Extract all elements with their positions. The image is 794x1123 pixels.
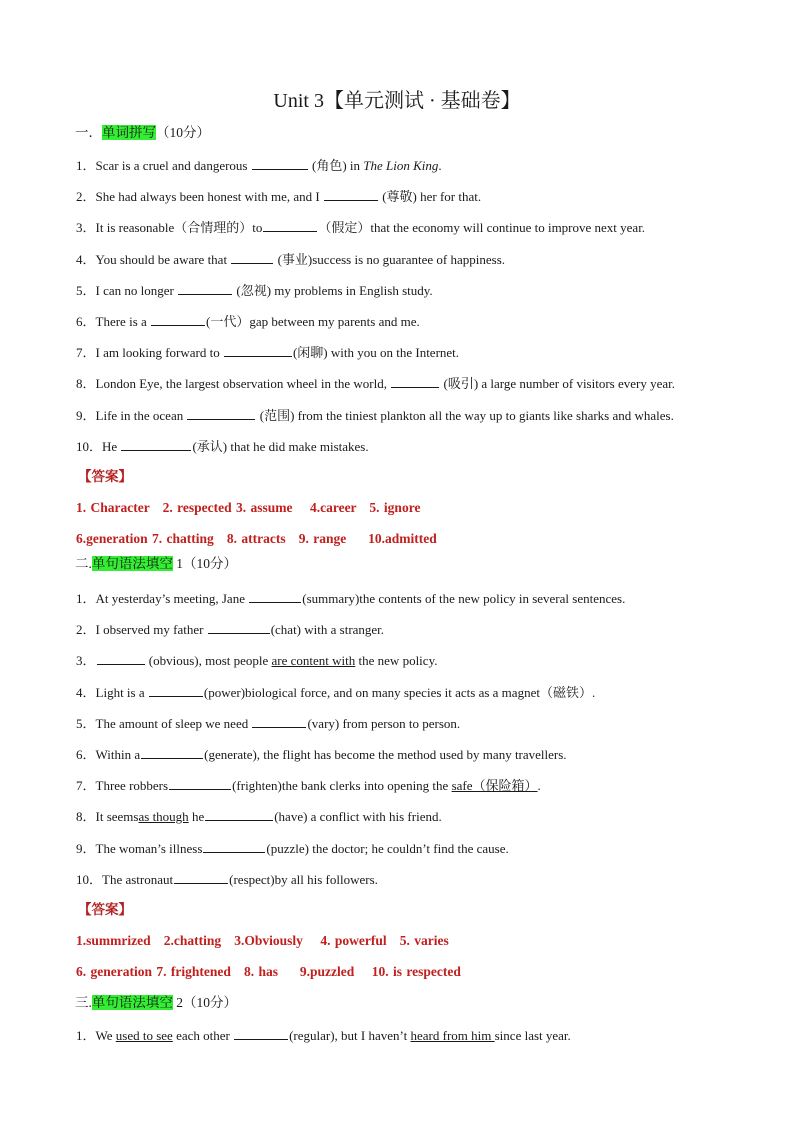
question-text: I can no longer	[95, 283, 174, 298]
question-text: 6．	[76, 747, 96, 762]
question-text: (puzzle) the doctor; he couldn’t find the cause.	[266, 841, 509, 856]
question-text: (吸引) a large number of visitors every year.	[443, 376, 676, 391]
question-text: 7．	[76, 778, 96, 793]
question-text: Three robbers	[95, 778, 169, 793]
question-text: 6．	[76, 314, 96, 329]
question-text: .	[438, 158, 442, 173]
question-text: 2．	[76, 622, 96, 637]
answer-blank[interactable]	[141, 745, 203, 759]
question-text: (忽视) my problems in English study.	[236, 283, 433, 298]
answer-blank[interactable]	[252, 714, 306, 728]
question-row	[76, 620, 384, 639]
question-text: At yesterday’s meeting, Jane	[95, 591, 245, 606]
question-text: Light is a	[95, 685, 145, 700]
question-text: are content with	[271, 653, 356, 668]
question-text: (闲聊) with you on the Internet.	[292, 345, 460, 360]
section-name: 单句语法填空	[91, 995, 173, 1010]
question-text: 9．	[76, 408, 96, 423]
answer-blank[interactable]	[263, 218, 317, 232]
answer-key-line: 6.generation 7. chatting 8. attracts 9. range 10.admitted	[76, 531, 437, 546]
question-text: 2．	[76, 189, 96, 204]
question-text: 1．	[76, 591, 96, 606]
question-row	[76, 374, 675, 393]
answer-label: 【答案】	[78, 469, 132, 484]
question-text: he	[188, 809, 205, 824]
question-text: (summary)the contents of the new policy in several sentences.	[302, 591, 626, 606]
answer-blank[interactable]	[169, 776, 231, 790]
question-text: .	[537, 778, 541, 793]
question-text: (have) a conflict with his friend.	[274, 809, 442, 824]
answer-blank[interactable]	[252, 156, 308, 170]
answer-blank[interactable]	[249, 589, 301, 603]
question-text: (一代）gap between my parents and me.	[206, 314, 420, 329]
answer-blank[interactable]	[205, 807, 273, 821]
question-text: There is a	[95, 314, 147, 329]
question-text: Scar is a cruel and dangerous	[95, 158, 248, 173]
answer-blank[interactable]	[151, 312, 205, 326]
question-row	[76, 807, 442, 826]
answer-key-line: 1. Character 2. respected 3. assume 4.career 5. ignore	[76, 500, 421, 515]
section-name: 单词拼写	[102, 125, 156, 140]
question-text: (obvious), most people	[148, 653, 272, 668]
page-title: Unit 3【单元测试 · 基础卷】	[273, 90, 521, 112]
answer-blank[interactable]	[203, 839, 265, 853]
question-text: The woman’s illness	[95, 841, 203, 856]
question-row	[76, 745, 567, 764]
answer-key-line: 1.summrized 2.chatting 3.Obviously 4. powerful 5. varies	[76, 933, 449, 948]
question-text: 5．	[76, 716, 96, 731]
question-row	[76, 250, 505, 269]
question-row	[76, 218, 645, 237]
question-text: The astronaut	[102, 872, 174, 887]
question-row	[76, 281, 433, 300]
question-text: (regular), but I haven’t	[289, 1028, 411, 1043]
question-text: (respect)by all his followers.	[229, 872, 378, 887]
question-text: safe（保险箱）	[451, 778, 538, 793]
question-text: It seems	[95, 809, 139, 824]
question-text: as though	[138, 809, 189, 824]
question-row	[76, 683, 595, 702]
question-row	[76, 156, 442, 175]
answer-blank[interactable]	[174, 870, 228, 884]
question-text: He	[102, 439, 118, 454]
question-row	[76, 1026, 571, 1045]
answer-blank[interactable]	[149, 683, 203, 697]
question-row	[76, 312, 420, 331]
question-text: 9．	[76, 841, 96, 856]
question-text: 1．	[76, 1028, 96, 1043]
question-text: I am looking forward to	[95, 345, 220, 360]
answer-blank[interactable]	[187, 406, 255, 420]
question-text: It is reasonable（合情理的）to	[95, 220, 263, 235]
answer-blank[interactable]	[208, 620, 270, 634]
question-row	[76, 187, 481, 206]
question-text: since last year.	[494, 1028, 571, 1043]
question-text: used to see	[115, 1028, 173, 1043]
question-text: Life in the ocean	[95, 408, 184, 423]
question-text: (frighten)the bank clerks into opening the	[232, 778, 452, 793]
section-points: （10分）	[156, 125, 210, 140]
question-row	[76, 839, 509, 858]
question-row	[76, 343, 459, 362]
question-text: London Eye, the largest observation wheel in the world,	[95, 376, 387, 391]
answer-key-line: 6. generation 7. frightened 8. has 9.puzzled 10. is respected	[76, 964, 461, 979]
answer-blank[interactable]	[178, 281, 232, 295]
question-text: 5．	[76, 283, 96, 298]
question-text: 10．	[76, 872, 103, 887]
question-text: We	[95, 1028, 116, 1043]
question-text: (power)biological force, and on many species it acts as a magnet（磁铁）.	[203, 685, 596, 700]
question-text: (generate), the flight has become the method used by many travellers.	[204, 747, 567, 762]
section-name: 单句语法填空	[91, 556, 173, 571]
question-row	[76, 870, 378, 889]
section-1-heading	[75, 124, 210, 142]
question-text: 7．	[76, 345, 96, 360]
answer-blank[interactable]	[224, 343, 292, 357]
question-text: （假定）that the economy will continue to improve next year.	[318, 220, 646, 235]
question-text: I observed my father	[95, 622, 204, 637]
question-row	[76, 651, 437, 670]
question-text: 4．	[76, 252, 96, 267]
section-2-heading	[75, 555, 237, 573]
question-text: 8．	[76, 376, 96, 391]
question-text: 1（10分）	[172, 556, 237, 571]
question-text: Within a	[95, 747, 141, 762]
section-prefix: 一．	[75, 125, 102, 140]
question-text: 10．	[76, 439, 103, 454]
question-text: The amount of sleep we need	[95, 716, 249, 731]
question-text: She had always been honest with me, and I	[95, 189, 320, 204]
question-text: 三.	[75, 995, 92, 1010]
answer-blank[interactable]	[121, 437, 191, 451]
question-text: 4．	[76, 685, 96, 700]
question-text: 2（10分）	[172, 995, 237, 1010]
question-row	[76, 714, 460, 733]
question-row	[76, 437, 369, 456]
question-text: 1．	[76, 158, 96, 173]
answer-blank[interactable]	[234, 1026, 288, 1040]
question-text: the new policy.	[355, 653, 438, 668]
question-text: (范围) from the tiniest plankton all the way up to giants like sharks and whales.	[259, 408, 674, 423]
section-3-heading	[75, 994, 237, 1012]
question-text: (事业)success is no guarantee of happiness.	[277, 252, 506, 267]
question-text: You should be aware that	[95, 252, 228, 267]
answer-blank[interactable]	[391, 374, 439, 388]
question-text: heard from him	[410, 1028, 495, 1043]
question-text: 3．	[76, 220, 96, 235]
question-text: (vary) from person to person.	[307, 716, 461, 731]
question-text: (chat) with a stranger.	[270, 622, 385, 637]
question-row	[76, 776, 541, 795]
question-row	[76, 589, 625, 608]
answer-blank[interactable]	[231, 250, 273, 264]
question-row	[76, 406, 674, 425]
answer-label: 【答案】	[78, 902, 132, 917]
question-text: (承认) that he did make mistakes.	[192, 439, 369, 454]
question-text: (尊敬) her for that.	[382, 189, 482, 204]
answer-blank[interactable]	[324, 187, 378, 201]
question-text: 8．	[76, 809, 96, 824]
question-text: 3．	[76, 653, 96, 668]
answer-blank[interactable]	[97, 651, 145, 665]
question-text: (角色) in	[312, 158, 364, 173]
question-text: The Lion King	[363, 158, 439, 173]
question-text: each other	[172, 1028, 230, 1043]
question-text: 二.	[75, 556, 92, 571]
